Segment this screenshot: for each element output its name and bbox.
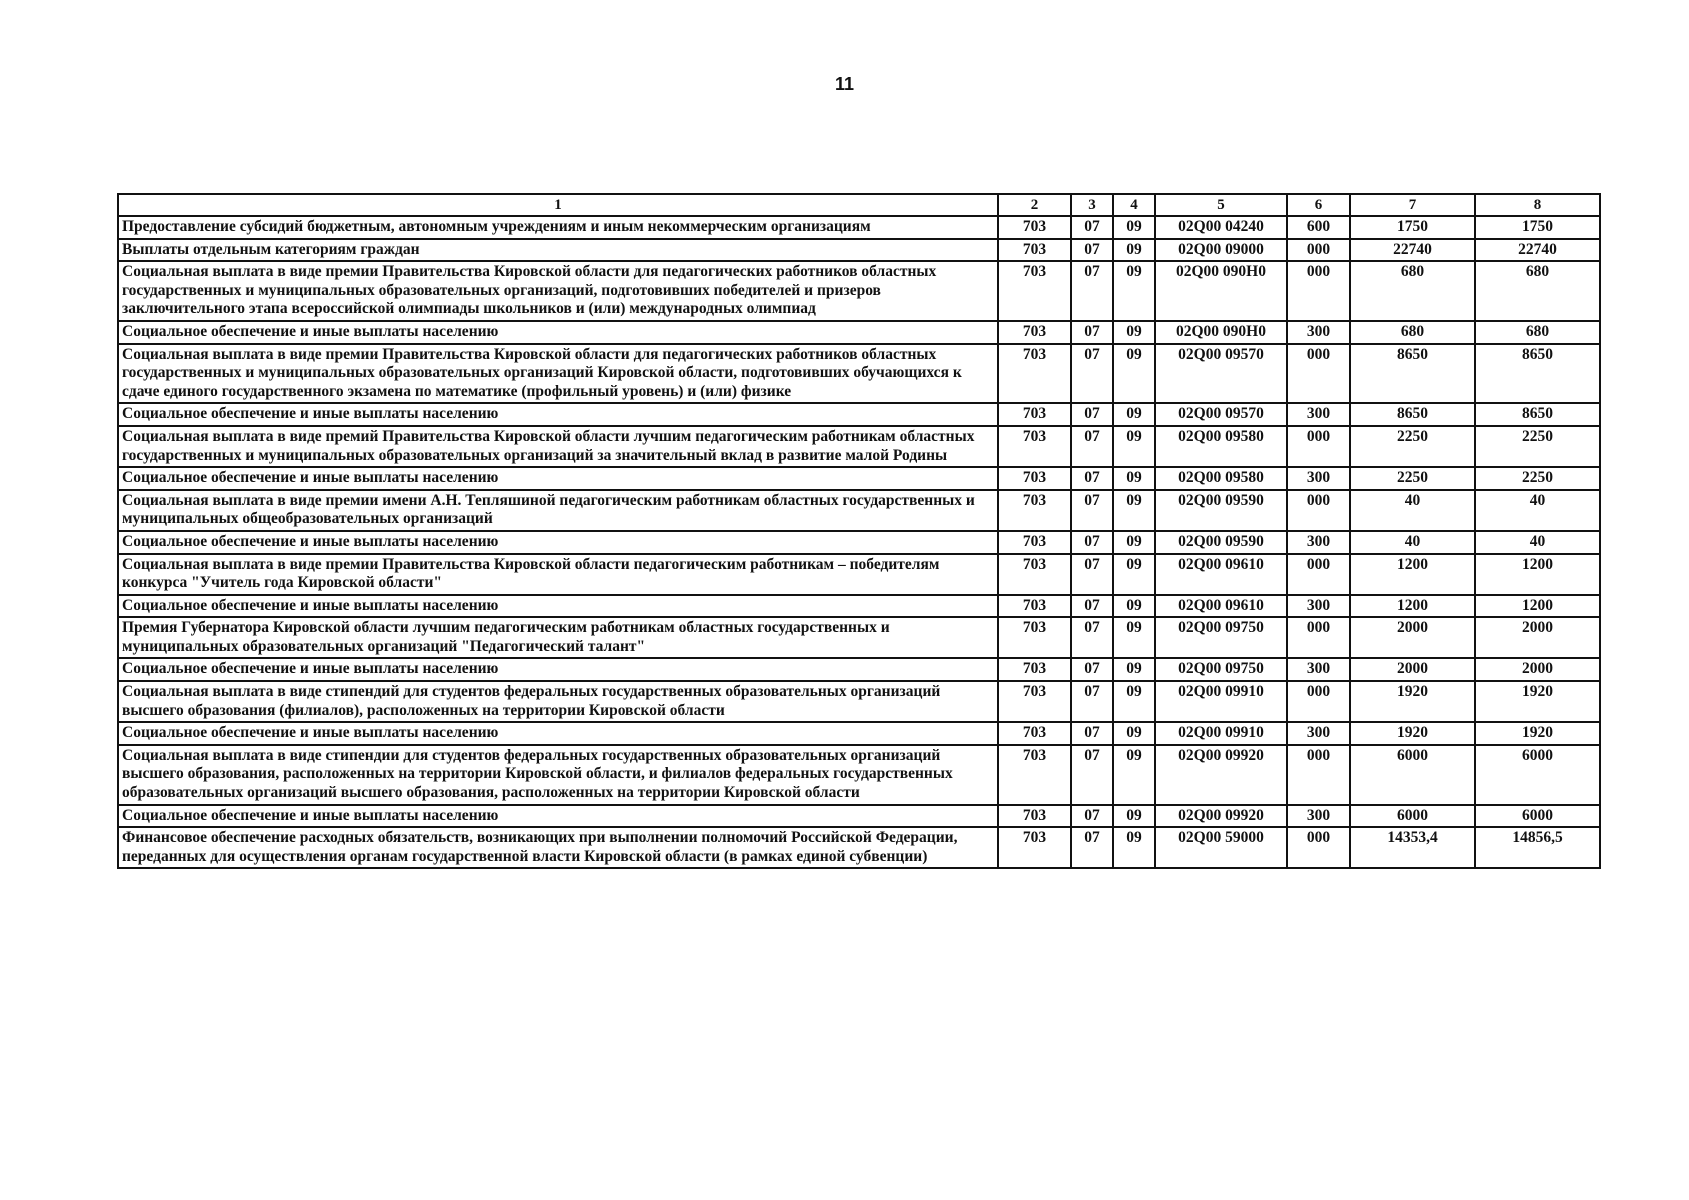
row-value: 07 [1071, 658, 1113, 681]
row-value: 07 [1071, 216, 1113, 239]
row-value: 09 [1113, 261, 1155, 321]
row-value: 09 [1113, 490, 1155, 531]
row-value: 703 [998, 426, 1071, 467]
row-value: 703 [998, 658, 1071, 681]
row-value: 09 [1113, 617, 1155, 658]
row-value: 02Q00 09570 [1155, 344, 1287, 404]
row-value: 2000 [1475, 658, 1600, 681]
row-value: 000 [1287, 261, 1350, 321]
row-value: 1200 [1475, 595, 1600, 618]
row-value: 09 [1113, 681, 1155, 722]
table-row [118, 827, 1600, 868]
row-value: 703 [998, 827, 1071, 868]
row-value: 703 [998, 321, 1071, 344]
row-value: 1750 [1475, 216, 1600, 239]
row-description: Социальная выплата в виде стипендий для студентов федеральных государственных образовательных организаций высшего образования (филиалов), расположенных на территории Кировской области [118, 681, 998, 722]
row-value: 703 [998, 805, 1071, 828]
row-value: 300 [1287, 805, 1350, 828]
row-description: Социальная выплата в виде премии Правительства Кировской области для педагогических работников областных государственных и муниципальных образовательных организаций Кировской области, подготовивших обучающихся к сдаче единого государственного экзамена по математике (профильный уровень) и (или) физике [118, 344, 998, 404]
row-value: 703 [998, 595, 1071, 618]
row-value: 1200 [1475, 554, 1600, 595]
row-value: 40 [1350, 531, 1475, 554]
row-value: 02Q00 09920 [1155, 805, 1287, 828]
row-value: 09 [1113, 531, 1155, 554]
row-value: 09 [1113, 239, 1155, 262]
row-value: 703 [998, 261, 1071, 321]
row-value: 6000 [1475, 745, 1600, 805]
row-value: 07 [1071, 531, 1113, 554]
row-value: 09 [1113, 658, 1155, 681]
row-value: 1920 [1350, 722, 1475, 745]
row-value: 22740 [1475, 239, 1600, 262]
row-value: 02Q00 09000 [1155, 239, 1287, 262]
row-description: Премия Губернатора Кировской области лучшим педагогическим работникам областных государственных и муниципальных образовательных организаций "Педагогический талант" [118, 617, 998, 658]
row-value: 6000 [1475, 805, 1600, 828]
row-value: 09 [1113, 827, 1155, 868]
row-value: 07 [1071, 617, 1113, 658]
table-row [118, 344, 1600, 404]
row-description: Социальная выплата в виде стипендии для студентов федеральных государственных образовательных организаций высшего образования, расположенных на территории Кировской области, и филиалов федеральных государственных образовательных организаций высшего образования, расположенных на территории Кировской области [118, 745, 998, 805]
row-value: 600 [1287, 216, 1350, 239]
column-header: 2 [998, 194, 1071, 216]
row-value: 2250 [1350, 426, 1475, 467]
row-value: 703 [998, 467, 1071, 490]
row-value: 02Q00 59000 [1155, 827, 1287, 868]
row-value: 8650 [1475, 403, 1600, 426]
row-value: 09 [1113, 344, 1155, 404]
row-value: 000 [1287, 681, 1350, 722]
row-value: 703 [998, 531, 1071, 554]
row-value: 02Q00 090H0 [1155, 261, 1287, 321]
row-value: 2250 [1350, 467, 1475, 490]
table-row [118, 658, 1600, 681]
table-row [118, 595, 1600, 618]
table-row [118, 722, 1600, 745]
row-value: 1920 [1475, 722, 1600, 745]
row-value: 703 [998, 344, 1071, 404]
row-description: Социальная выплата в виде премий Правительства Кировской области лучшим педагогическим работникам областных государственных и муниципальных образовательных организаций за значительный вклад в развитие малой Родины [118, 426, 998, 467]
row-value: 1200 [1350, 554, 1475, 595]
row-value: 300 [1287, 595, 1350, 618]
row-value: 000 [1287, 554, 1350, 595]
table-row [118, 531, 1600, 554]
table-header-row [118, 194, 1600, 216]
row-value: 000 [1287, 617, 1350, 658]
budget-table [117, 193, 1601, 869]
row-description: Социальная выплата в виде премии Правительства Кировской области для педагогических работников областных государственных и муниципальных образовательных организаций, подготовивших победителей и призеров заключительного этапа всероссийской олимпиады школьников и (или) международных олимпиад [118, 261, 998, 321]
row-value: 09 [1113, 595, 1155, 618]
row-value: 02Q00 09590 [1155, 531, 1287, 554]
row-value: 2000 [1350, 617, 1475, 658]
row-value: 703 [998, 403, 1071, 426]
row-value: 000 [1287, 426, 1350, 467]
row-description: Социальная выплата в виде премии имени А.Н. Тепляшиной педагогическим работникам областных государственных и муниципальных общеобразовательных организаций [118, 490, 998, 531]
row-value: 07 [1071, 261, 1113, 321]
row-value: 1920 [1350, 681, 1475, 722]
column-header: 5 [1155, 194, 1287, 216]
table-row [118, 426, 1600, 467]
row-value: 09 [1113, 745, 1155, 805]
row-value: 300 [1287, 321, 1350, 344]
column-header: 6 [1287, 194, 1350, 216]
row-value: 2250 [1475, 467, 1600, 490]
column-header: 7 [1350, 194, 1475, 216]
row-description: Финансовое обеспечение расходных обязательств, возникающих при выполнении полномочий Российской Федерации, переданных для осуществления органам государственной власти Кировской области (в рамках единой субвенции) [118, 827, 998, 868]
table-row [118, 617, 1600, 658]
row-value: 07 [1071, 467, 1113, 490]
row-value: 09 [1113, 467, 1155, 490]
row-value: 07 [1071, 745, 1113, 805]
column-header: 4 [1113, 194, 1155, 216]
row-value: 07 [1071, 344, 1113, 404]
row-value: 14856,5 [1475, 827, 1600, 868]
row-value: 07 [1071, 554, 1113, 595]
row-value: 703 [998, 490, 1071, 531]
row-value: 02Q00 09920 [1155, 745, 1287, 805]
row-value: 09 [1113, 426, 1155, 467]
row-description: Социальное обеспечение и иные выплаты населению [118, 403, 998, 426]
row-value: 14353,4 [1350, 827, 1475, 868]
row-value: 02Q00 09580 [1155, 426, 1287, 467]
row-value: 1750 [1350, 216, 1475, 239]
row-value: 22740 [1350, 239, 1475, 262]
page-number: 11 [834, 74, 855, 94]
row-value: 02Q00 09580 [1155, 467, 1287, 490]
table-row [118, 745, 1600, 805]
column-header: 8 [1475, 194, 1600, 216]
row-value: 300 [1287, 722, 1350, 745]
row-value: 07 [1071, 595, 1113, 618]
row-value: 2000 [1350, 658, 1475, 681]
row-value: 07 [1071, 426, 1113, 467]
row-description: Социальное обеспечение и иные выплаты населению [118, 805, 998, 828]
table-row [118, 261, 1600, 321]
row-description: Выплаты отдельным категориям граждан [118, 239, 998, 262]
row-description: Социальное обеспечение и иные выплаты населению [118, 658, 998, 681]
row-value: 02Q00 09910 [1155, 722, 1287, 745]
column-header: 1 [118, 194, 998, 216]
row-value: 8650 [1350, 344, 1475, 404]
row-description: Социальное обеспечение и иные выплаты населению [118, 531, 998, 554]
row-value: 07 [1071, 681, 1113, 722]
row-value: 000 [1287, 239, 1350, 262]
table-row [118, 681, 1600, 722]
row-description: Предоставление субсидий бюджетным, автономным учреждениям и иным некоммерческим организациям [118, 216, 998, 239]
row-value: 680 [1475, 321, 1600, 344]
row-value: 703 [998, 722, 1071, 745]
row-value: 8650 [1475, 344, 1600, 404]
row-value: 02Q00 04240 [1155, 216, 1287, 239]
row-value: 000 [1287, 344, 1350, 404]
row-value: 09 [1113, 403, 1155, 426]
row-value: 02Q00 09910 [1155, 681, 1287, 722]
row-value: 07 [1071, 490, 1113, 531]
row-value: 02Q00 09590 [1155, 490, 1287, 531]
row-value: 703 [998, 681, 1071, 722]
row-description: Социальное обеспечение и иные выплаты населению [118, 722, 998, 745]
row-value: 703 [998, 216, 1071, 239]
column-header: 3 [1071, 194, 1113, 216]
row-value: 680 [1350, 261, 1475, 321]
row-value: 2000 [1475, 617, 1600, 658]
row-value: 07 [1071, 722, 1113, 745]
row-value: 703 [998, 617, 1071, 658]
row-value: 680 [1475, 261, 1600, 321]
table-row [118, 554, 1600, 595]
row-value: 09 [1113, 554, 1155, 595]
row-value: 07 [1071, 403, 1113, 426]
row-value: 02Q00 09750 [1155, 658, 1287, 681]
row-value: 6000 [1350, 745, 1475, 805]
row-value: 300 [1287, 403, 1350, 426]
row-value: 000 [1287, 827, 1350, 868]
row-value: 02Q00 09750 [1155, 617, 1287, 658]
row-value: 300 [1287, 467, 1350, 490]
row-value: 1200 [1350, 595, 1475, 618]
row-value: 2250 [1475, 426, 1600, 467]
row-description: Социальное обеспечение и иные выплаты населению [118, 595, 998, 618]
row-value: 000 [1287, 490, 1350, 531]
row-value: 000 [1287, 745, 1350, 805]
table-row [118, 805, 1600, 828]
row-value: 40 [1350, 490, 1475, 531]
table-row [118, 403, 1600, 426]
table-row [118, 216, 1600, 239]
row-value: 09 [1113, 321, 1155, 344]
row-value: 1920 [1475, 681, 1600, 722]
row-value: 07 [1071, 827, 1113, 868]
row-value: 09 [1113, 722, 1155, 745]
table-row [118, 321, 1600, 344]
row-value: 02Q00 090H0 [1155, 321, 1287, 344]
row-value: 02Q00 09610 [1155, 595, 1287, 618]
row-value: 6000 [1350, 805, 1475, 828]
row-value: 703 [998, 239, 1071, 262]
row-value: 8650 [1350, 403, 1475, 426]
row-description: Социальное обеспечение и иные выплаты населению [118, 467, 998, 490]
row-value: 300 [1287, 658, 1350, 681]
row-value: 07 [1071, 239, 1113, 262]
row-value: 40 [1475, 490, 1600, 531]
row-value: 07 [1071, 321, 1113, 344]
table-row [118, 490, 1600, 531]
table-row [118, 467, 1600, 490]
row-value: 09 [1113, 805, 1155, 828]
row-description: Социальное обеспечение и иные выплаты населению [118, 321, 998, 344]
table-row [118, 239, 1600, 262]
row-value: 703 [998, 745, 1071, 805]
row-value: 40 [1475, 531, 1600, 554]
row-value: 09 [1113, 216, 1155, 239]
row-value: 07 [1071, 805, 1113, 828]
row-value: 680 [1350, 321, 1475, 344]
row-value: 300 [1287, 531, 1350, 554]
row-value: 02Q00 09570 [1155, 403, 1287, 426]
row-description: Социальная выплата в виде премии Правительства Кировской области педагогическим работникам – победителям конкурса "Учитель года Кировской области" [118, 554, 998, 595]
row-value: 703 [998, 554, 1071, 595]
row-value: 02Q00 09610 [1155, 554, 1287, 595]
